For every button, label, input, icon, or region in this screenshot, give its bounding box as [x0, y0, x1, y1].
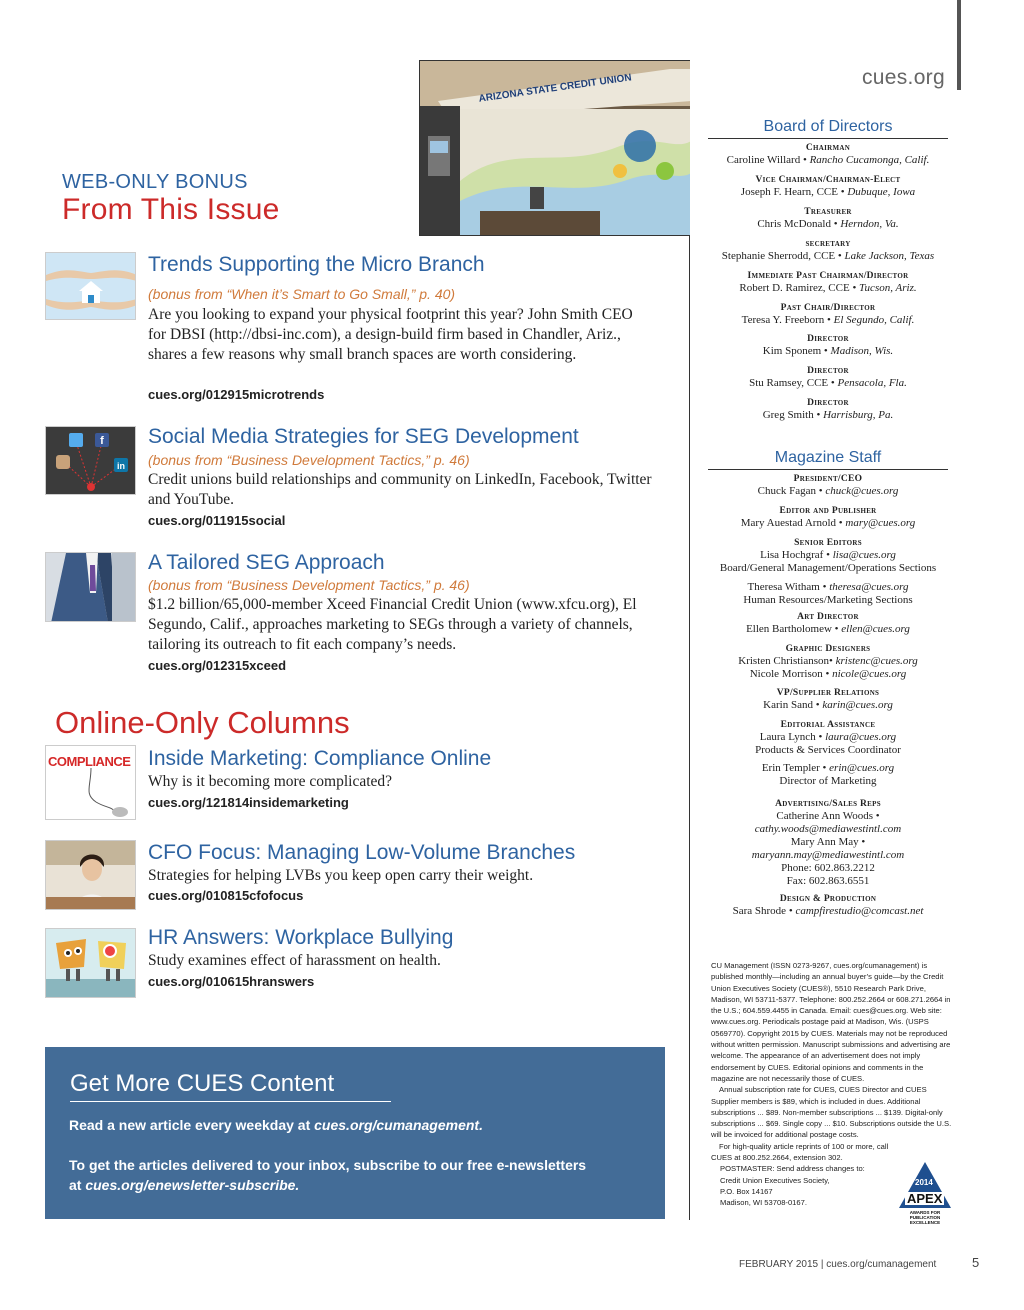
online-columns-title: Online-Only Columns [55, 705, 350, 740]
cfo-focus-thumbnail[interactable] [45, 840, 136, 910]
article-4-body: Why is it becoming more complicated? [148, 773, 393, 790]
social-media-thumbnail[interactable] [45, 426, 136, 495]
apex-year: 2014 [915, 1178, 933, 1187]
board-member-director-3: Director Greg Smith • Harrisburg, Pa. [762, 398, 894, 421]
staff-editor: Editor and Publisher Mary Auestad Arnold • mary@cues.org [740, 506, 916, 529]
article-3-url[interactable]: cues.org/012315xceed [148, 658, 287, 673]
article-6-url[interactable]: cues.org/010615hranswers [148, 974, 315, 989]
promo-line-2: To get the articles delivered to your inbox, subscribe to our free e-newsletters [69, 1157, 587, 1173]
suit-icon [46, 553, 136, 622]
social-icons-icon [46, 427, 136, 495]
cumanagement-link[interactable]: cues.org/cumanagement. [314, 1117, 483, 1133]
article-1-title[interactable]: Trends Supporting the Micro Branch [148, 253, 485, 276]
board-member-director-1: Director Kim Sponem • Madison, Wis. [762, 334, 894, 357]
promo-line-3: at cues.org/enewsletter-subscribe. [69, 1177, 300, 1193]
article-5-url[interactable]: cues.org/010815cfofocus [148, 888, 304, 903]
corner-rule [957, 0, 961, 90]
promo-line-1: Read a new article every weekday at cues.org/cumanagement. [69, 1117, 483, 1133]
house-hands-icon [46, 253, 136, 320]
svg-text:in: in [117, 461, 125, 471]
article-6-body: Study examines effect of harassment on health. [148, 952, 441, 969]
article-2-body: Credit unions build relationships and community on LinkedIn, Facebook, Twitter and YouTube. [148, 471, 652, 508]
board-rule [708, 138, 948, 139]
svg-text:f: f [100, 435, 104, 447]
article-2-title[interactable]: Social Media Strategies for SEG Development [148, 425, 579, 448]
site-name[interactable]: cues.org [862, 66, 945, 89]
article-1-url[interactable]: cues.org/012915microtrends [148, 387, 325, 402]
staff-graphic-designers: Graphic Designers Kristen Christianson• kristenc@cues.org Nicole Morrison • nicole@cues.org [738, 644, 918, 680]
article-4-url[interactable]: cues.org/121814insidemarketing [148, 795, 349, 810]
article-3-body: $1.2 billion/65,000-member Xceed Financial Credit Union (www.xfcu.org), El Segundo, Calif., approaches marketing to SEGs through a variety of channels, tailoring its outreach to fit each company’s needs. [148, 596, 637, 653]
staff-rule [708, 469, 948, 470]
article-6-title[interactable]: HR Answers: Workplace Bullying [148, 926, 454, 949]
board-member-past-chair: Past Chair/Director Teresa Y. Freeborn • El Segundo, Calif. [741, 303, 915, 326]
staff-senior-editors: Senior Editors Lisa Hochgraf • lisa@cues.org Board/General Management/Operations Sections Theresa Witham • theresa@cues.org Human Resources/Marketing Sections [719, 538, 937, 606]
staff-editorial-assistance: Editorial Assistance Laura Lynch • laura@cues.org Products & Services Coordinator Erin Templer • erin@cues.org Director of Marketing [755, 720, 901, 787]
article-4-title[interactable]: Inside Marketing: Compliance Online [148, 747, 492, 770]
staff-president: President/CEO Chuck Fagan • chuck@cues.org [757, 474, 899, 497]
apex-subtitle: AWARDS FOR PUBLICATION EXCELLENCE [909, 1210, 941, 1225]
footer-issue: FEBRUARY 2015 | cues.org/cumanagement [739, 1259, 937, 1270]
staff-advertising: Advertising/Sales Reps Catherine Ann Woods • cathy.woods@mediawestintl.com Mary Ann May • maryann.may@mediawestintl.com Phone: 602.863.2212 Fax: 602.863.6551 [751, 799, 905, 887]
board-heading: Board of Directors [763, 118, 893, 135]
article-5-body: Strategies for helping LVBs you keep open carry their weight. [148, 867, 534, 884]
article-2-bonus: (bonus from “Business Development Tactics,” p. 46) [148, 452, 470, 468]
section-kicker: WEB-ONLY BONUS [62, 171, 248, 193]
staff-heading: Magazine Staff [774, 449, 882, 466]
page-number: 5 [972, 1255, 980, 1270]
board-member-past-chairman: Immediate Past Chairman/Director Robert D. Ramirez, CCE • Tucson, Ariz. [739, 271, 917, 294]
column-divider [689, 235, 690, 1220]
board-member-vice-chairman: Vice Chairman/Chairman-Elect Joseph F. Hearn, CCE • Dubuque, Iowa [740, 175, 916, 198]
promo-rule [70, 1101, 391, 1102]
board-member-director-2: Director Stu Ramsey, CCE • Pensacola, Fla. [749, 366, 907, 389]
enewsletter-link[interactable]: cues.org/enewsletter-subscribe. [85, 1177, 300, 1193]
teller-icon [46, 841, 136, 910]
apex-name: APEX [907, 1191, 943, 1206]
micro-branch-thumbnail[interactable] [45, 252, 136, 320]
publication-legal-notice: CU Management (ISSN 0273-9267, cues.org/cumanagement) is published monthly—including an annual buyer’s guide—by the Credit Union Executives Society (CUES®), 5510 Research Park Drive, Madison, WI 53711-5377. Telephone: 800.252.2664 or 608.271.2664 in the U.S.; 604.559.4455 in Canada. Email: cues@cues.org. Web site: www.cues.org. Periodicals postage paid at Madison, Wis. (USPS 0569770). Copyright 2015 by CUES. Materials may not be reproduced without written permission. Manuscript submissions and advertising are welcome. The appearance of an advertisement does not imply endorsement by CUES. Editorial opinions and comments in the magazine are not necessarily those of CUES. Annual subscription rate for CUES, CUES Director and CUES Supplier members is $89, which is included in dues. Additional subscriptions ... $89. Non-member subscriptions ... $139. Digital-only subscriptions ... $69. Single copy ... $10. Subscriptions outside the U.S. will be invoiced for additional postage costs. For high-quality article reprints of 100 or more, call CUES at 800.252.2664, extension 302. POSTMASTER: Send address changes to: Credit Union Executives Society, P.O. Box 14167 Madison, WI 53708-0167. [711, 961, 952, 1208]
staff-vp-supplier: VP/Supplier Relations Karin Sand • karin@cues.org [763, 688, 893, 711]
article-1-bonus: (bonus from “When it’s Smart to Go Small,” p. 40) [148, 286, 456, 302]
compliance-thumbnail[interactable] [45, 745, 136, 820]
bullying-figures-icon [46, 929, 136, 998]
article-3-bonus: (bonus from “Business Development Tactics,” p. 46) [148, 577, 470, 593]
promo-title: Get More CUES Content [70, 1070, 335, 1097]
article-5-title[interactable]: CFO Focus: Managing Low-Volume Branches [148, 841, 576, 864]
branch-photo [419, 60, 690, 236]
article-1-body: Are you looking to expand your physical footprint this year? John Smith CEO for DBSI (http://dbsi-inc.com), a design-build firm based in Chandler, Ariz., shares a few reasons why small branch spaces are worth considering. [148, 306, 633, 363]
article-3-title[interactable]: A Tailored SEG Approach [148, 551, 385, 574]
staff-design-production: Design & Production Sara Shrode • campfirestudio@comcast.net [732, 894, 924, 917]
board-member-treasurer: Treasurer Chris McDonald • Herndon, Va. [757, 207, 899, 230]
article-2-url[interactable]: cues.org/011915social [148, 513, 286, 528]
tailored-suit-thumbnail[interactable] [45, 552, 136, 622]
board-member-secretary: secretary Stephanie Sherrodd, CCE • Lake Jackson, Texas [721, 239, 935, 262]
staff-art-director: Art Director Ellen Bartholomew • ellen@cues.org [746, 612, 910, 635]
compliance-thumb-text: COMPLIANCE [48, 754, 131, 769]
apex-award-logo [897, 1160, 953, 1225]
board-member-chairman: Chairman Caroline Willard • Rancho Cucamonga, Calif. [726, 143, 930, 166]
section-title: From This Issue [62, 193, 280, 226]
photo-sign: ARIZONA STATE CREDIT UNION [477, 72, 633, 105]
bullying-thumbnail[interactable] [45, 928, 136, 998]
